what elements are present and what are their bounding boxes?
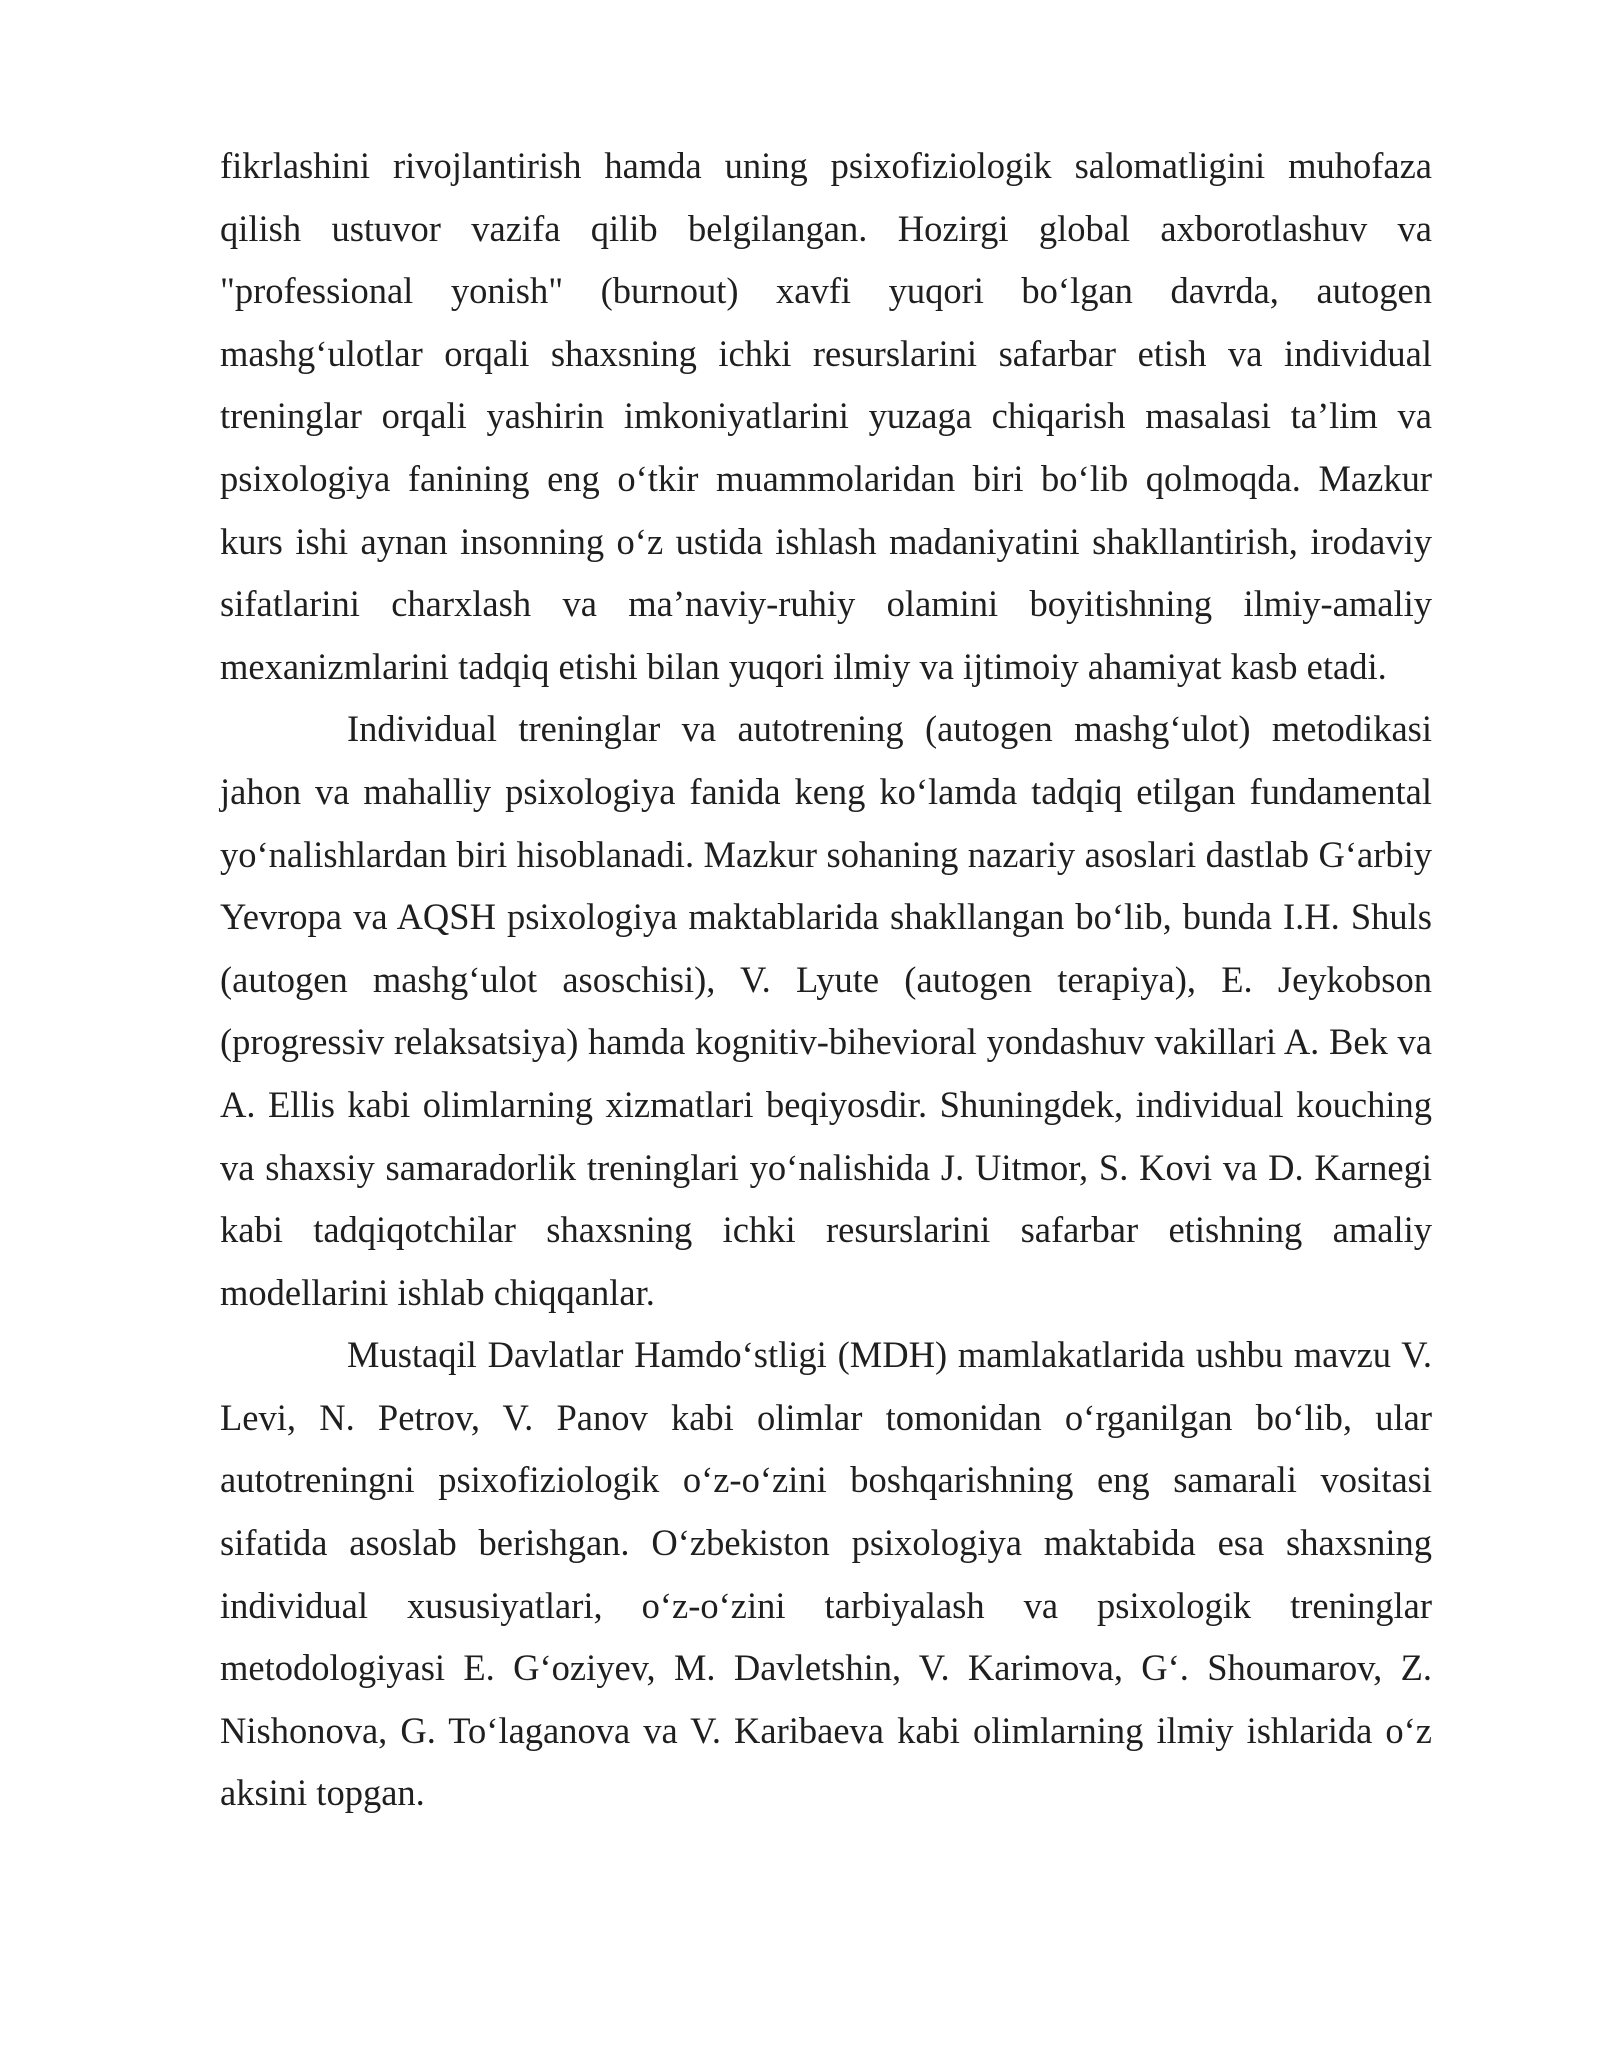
paragraph-continuation: fikrlashini rivojlantirish hamda uning psixofiziologik salomatligini muhofaza qilish ustuvor vazifa qilib belgilangan. Hozirgi global axborotlashuv va "professional yonish" (burnout) xavfi yuqori boʻlgan davrda, autogen mashgʻulotlar orqali shaxsning ichki resurslarini safarbar etish va individual treninglar orqali yashirin imkoniyatlarini yuzaga chiqarish masalasi taʼlim va psixologiya fanining eng oʻtkir muammolaridan biri boʻlib qolmoqda. Mazkur kurs ishi aynan insonning oʻz ustida ishlash madaniyatini shakllantirish, irodaviy sifatlarini charxlash va maʼnaviy-ruhiy olamini boyitishning ilmiy-amaliy mexanizmlarini tadqiq etishi bilan yuqori ilmiy va ijtimoiy ahamiyat kasb etadi.: [220, 145, 1432, 687]
paragraph-literature-review: Individual treninglar va autotrening (autogen mashgʻulot) metodikasi jahon va mahalliy psixologiya fanida keng koʻlamda tadqiq etilgan fundamental yoʻnalishlardan biri hisoblanadi. Mazkur sohaning nazariy asoslari dastlab Gʻarbiy Yevropa va AQSH psixologiya maktablarida shakllangan boʻlib, bunda I.H. Shuls (autogen mashgʻulot asoschisi), V. Lyute (autogen terapiya), E. Jeykobson (progressiv relaksatsiya) hamda kognitiv-bihevioral yondashuv vakillari A. Bek va A. Ellis kabi olimlarning xizmatlari beqiyosdir. Shuningdek, individual kouching va shaxsiy samaradorlik treninglari yoʻnalishida J. Uitmor, S. Kovi va D. Karnegi kabi tadqiqotchilar shaxsning ichki resurslarini safarbar etishning amaliy modellarini ishlab chiqqanlar.: [220, 708, 1432, 1313]
paragraph-cis-uzbekistan-research: Mustaqil Davlatlar Hamdoʻstligi (MDH) mamlakatlarida ushbu mavzu V. Levi, N. Petrov, V. Panov kabi olimlar tomonidan oʻrganilgan boʻlib, ular autotreningni psixofiziologik oʻz-oʻzini boshqarishning eng samarali vositasi sifatida asoslab berishgan. Oʻzbekiston psixologiya maktabida esa shaxsning individual xususiyatlari, oʻz-oʻzini tarbiyalash va psixologik treninglar metodologiyasi E. Gʻoziyev, M. Davletshin, V. Karimova, Gʻ. Shoumarov, Z. Nishonova, G. Toʻlaganova va V. Karibaeva kabi olimlarning ilmiy ishlarida oʻz aksini topgan.: [220, 1334, 1432, 1814]
document-page: [220, 135, 1432, 1825]
